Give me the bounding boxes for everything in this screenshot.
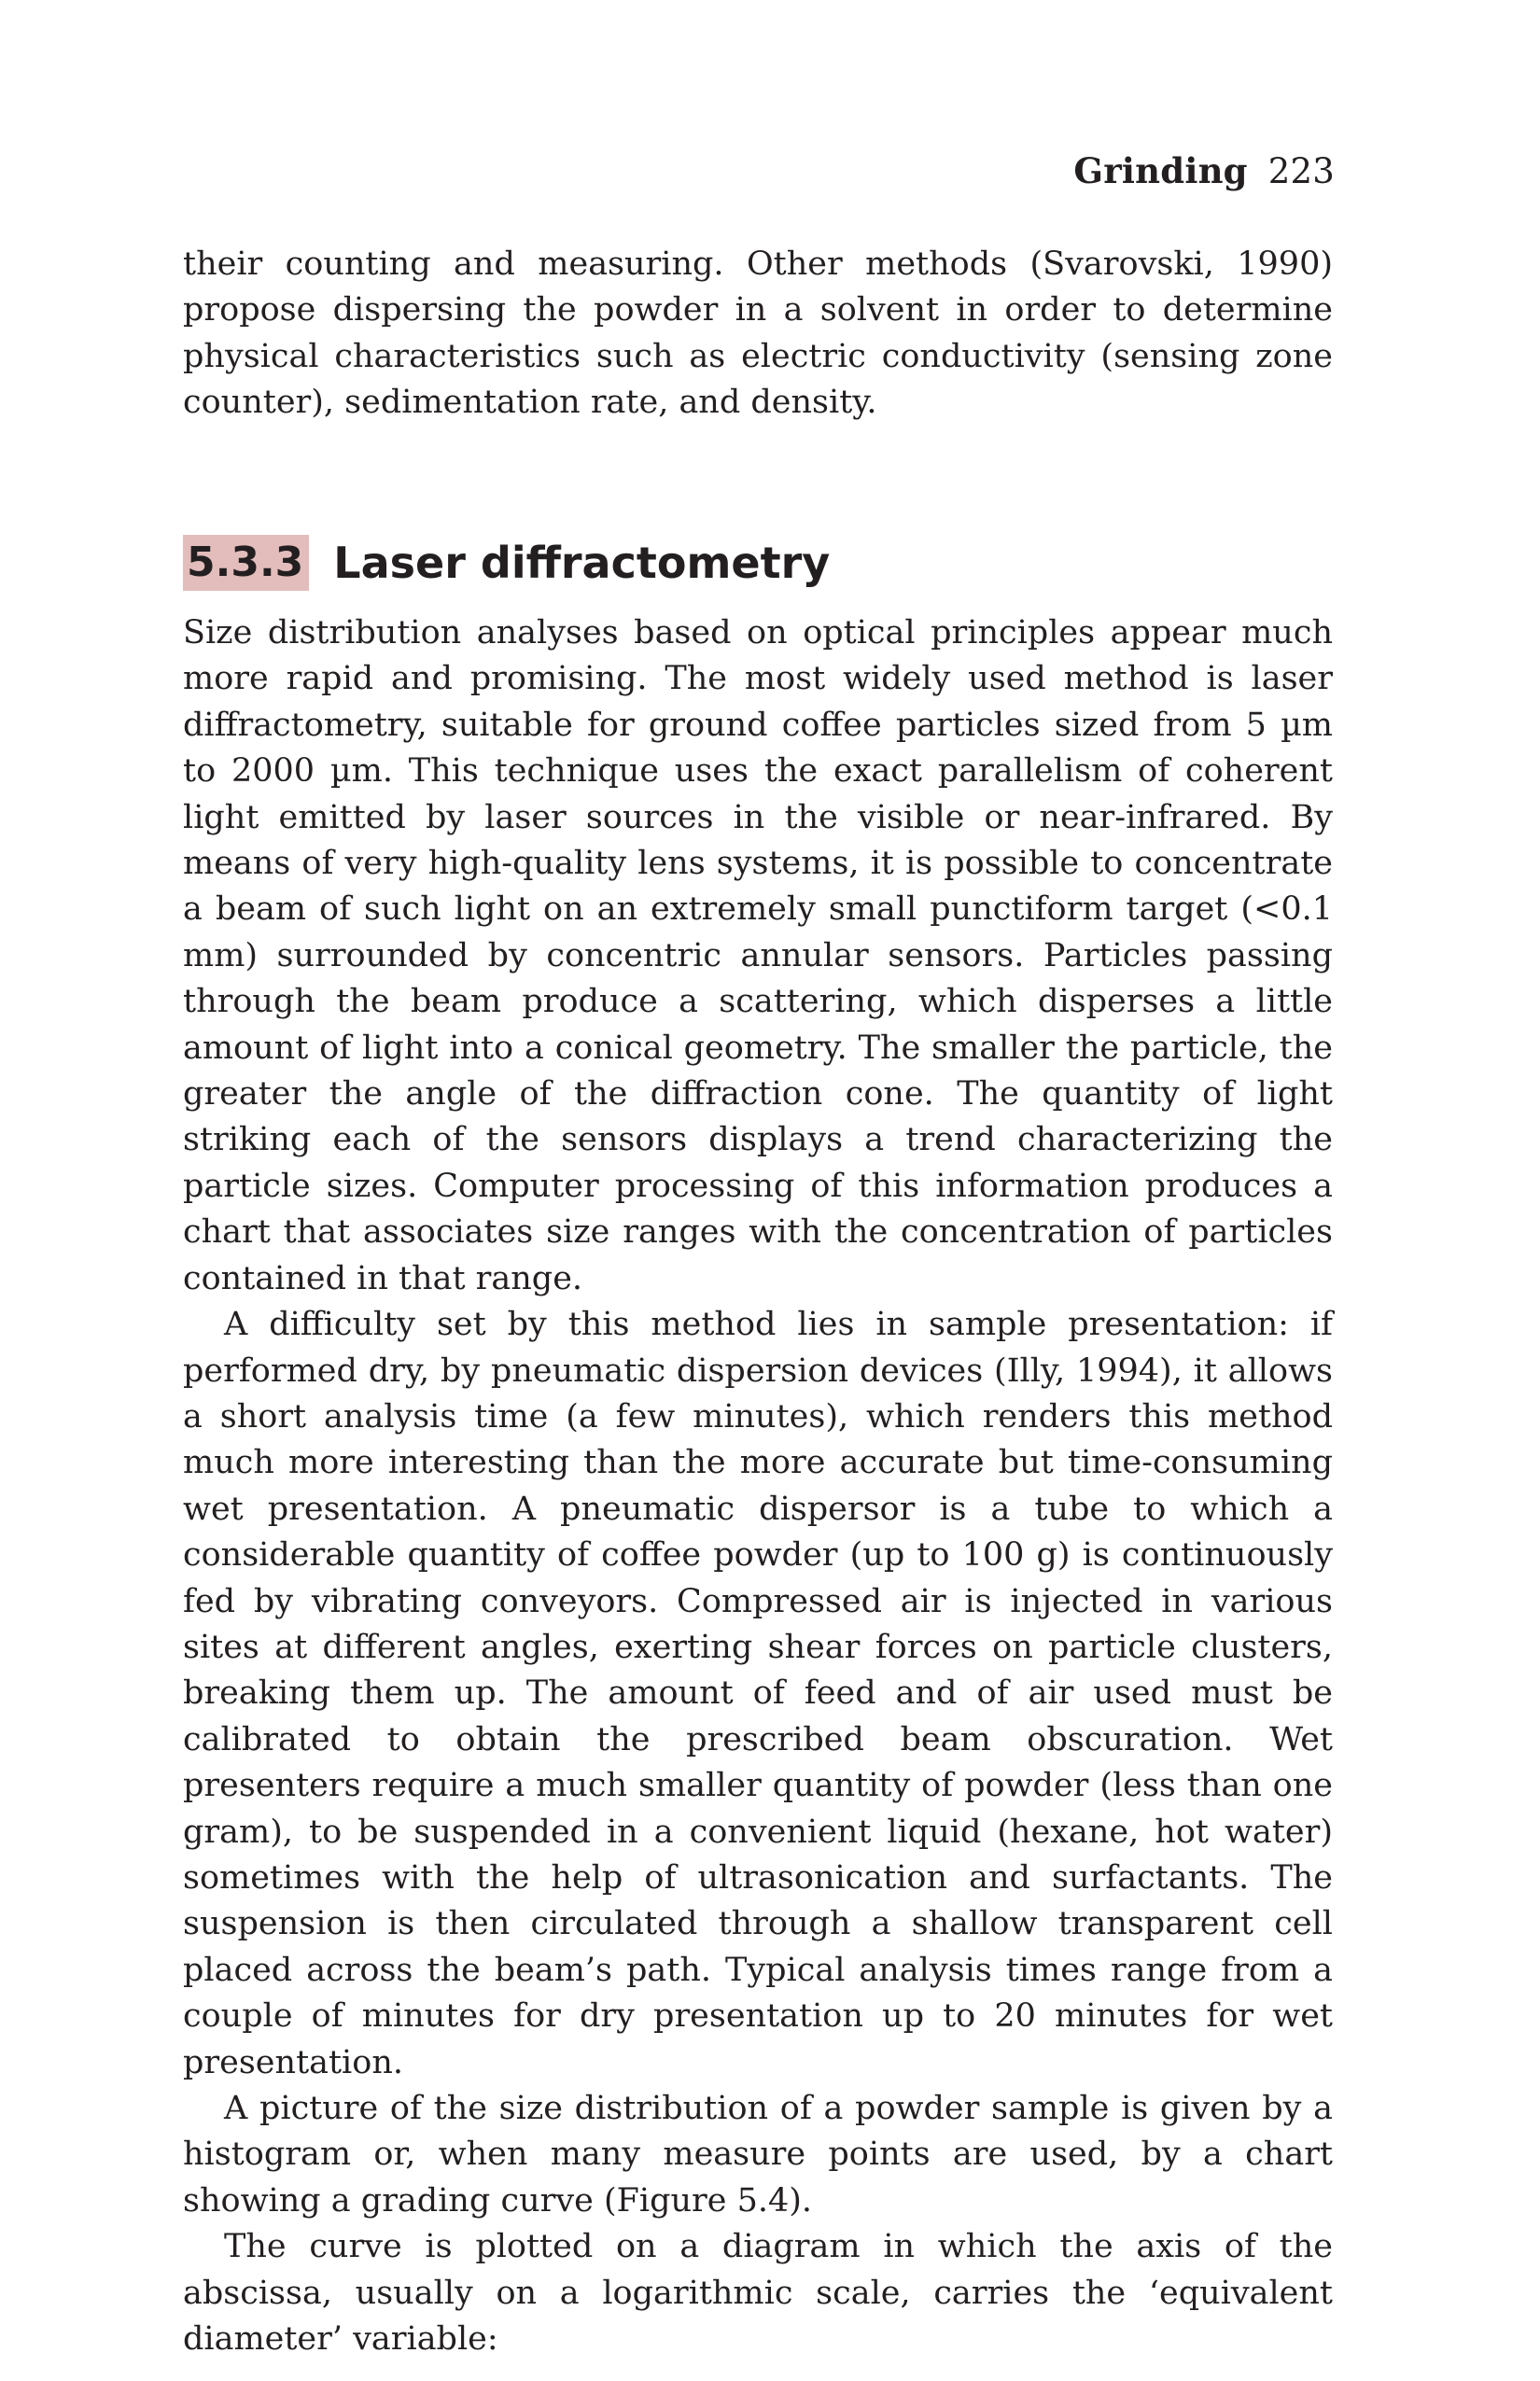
intro-paragraph: their counting and measuring. Other methods (Svarovski, 1990) propose dispersing the powder in a solvent in order to determine physical characteristics such as electric conductivity (sensing zone counter), sedimentation rate, and density. (183, 245, 1333, 422)
running-head-title: Grinding (1073, 150, 1248, 191)
section-body (183, 610, 1333, 2362)
running-head (1073, 149, 1335, 193)
body-paragraph: The curve is plotted on a diagram in which the axis of the abscissa, usually on a logarithmic scale, carries the ‘equivalent diameter’ variable: (183, 2228, 1333, 2359)
body-paragraph: Size distribution analyses based on optical principles appear much more rapid and promising. The most widely used method is laser diffractometry, suitable for ground coffee particles sized from 5 µm to 2000 µm. This technique uses the exact parallelism of coherent light emitted by laser sources in the visible or near-infrared. By means of very high-quality lens systems, it is possible to concentrate a beam of such light on an extremely small punctiform target (<0.1 mm) surrounded by concentric annular sensors. Particles passing through the beam produce a scattering, which disperses a little amount of light into a conical geometry. The smaller the particle, the greater the angle of the diffraction cone. The quantity of light striking each of the sensors displays a trend characterizing the particle sizes. Computer processing of this information produces a chart that associates size ranges with the concentration of particles contained in that range. (183, 614, 1333, 1297)
body-paragraph: A picture of the size distribution of a powder sample is given by a histogram or, when many measure points are used, by a chart showing a grading curve (Figure 5.4). (183, 2090, 1333, 2220)
section-title: Laser diffractometry (333, 538, 831, 588)
body-paragraph: A difficulty set by this method lies in sample presentation: if performed dry, by pneumatic dispersion devices (Illy, 1994), it allows a short analysis time (a few minutes), which renders this method much more interesting than the more accurate but time-consuming wet presentation. A pneumatic dispersor is a tube to which a considerable quantity of coffee powder (up to 100 g) is continuously fed by vibrating conveyors. Compressed air is injected in various sites at different angles, exerting shear forces on particle clusters, breaking them up. The amount of feed and of air used must be calibrated to obtain the prescribed beam obscuration. Wet presenters require a much smaller quantity of powder (less than one gram), to be suspended in a convenient liquid (hexane, hot water) sometimes with the help of ultrasonication and surfactants. The suspension is then circulated through a shallow transparent cell placed across the beam’s path. Typical analysis times range from a couple of minutes for dry presentation up to 20 minutes for wet presentation. (183, 1306, 1333, 2081)
section-number: 5.3.3 (183, 535, 309, 591)
page-number: 223 (1267, 151, 1335, 191)
section-heading (183, 534, 830, 592)
intro-text-block (183, 242, 1333, 427)
